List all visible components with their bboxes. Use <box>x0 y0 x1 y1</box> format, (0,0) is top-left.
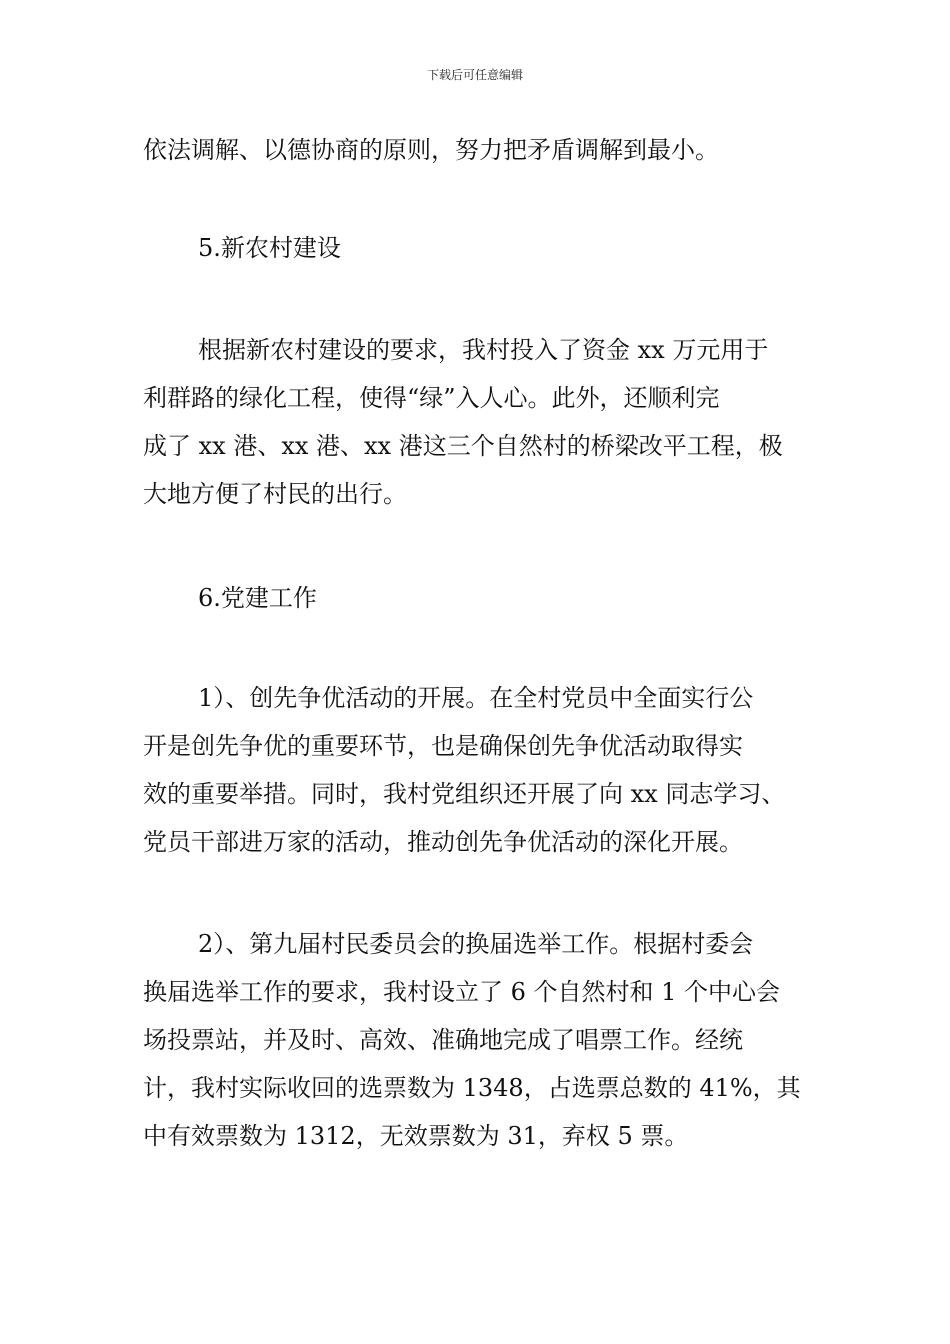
paragraph-line: 效的重要举措。同时，我村党组织还开展了向 xx 同志学习、 <box>143 780 786 808</box>
paragraph-line: 场投票站，并及时、高效、准确地完成了唱票工作。经统 <box>143 1026 743 1054</box>
paragraph-line: 利群路的绿化工程，使得“绿”入人心。此外，还顺利完 <box>143 384 720 412</box>
section-heading-6: 6.党建工作 <box>198 584 317 612</box>
page-header: 下载后可任意编辑 <box>426 68 523 82</box>
paragraph-line: 成了 xx 港、xx 港、xx 港这三个自然村的桥梁改平工程，极 <box>143 432 783 460</box>
paragraph-party-activities <box>143 674 823 866</box>
paragraph-line: 换届选举工作的要求，我村设立了 6 个自然村和 1 个中心会 <box>143 978 781 1006</box>
paragraph-line: 根据新农村建设的要求，我村投入了资金 xx 万元用于 <box>198 336 769 364</box>
paragraph-line: 依法调解、以德协商的原则，努力把矛盾调解到最小。 <box>143 136 719 164</box>
paragraph-line: 计，我村实际收回的选票数为 1348，占选票总数的 41%，其 <box>143 1074 801 1102</box>
paragraph-line: 大地方便了村民的出行。 <box>143 480 407 508</box>
paragraph-continuation <box>143 126 823 174</box>
paragraph-line: 中有效票数为 1312，无效票数为 31，弃权 5 票。 <box>143 1122 689 1150</box>
paragraph-election <box>143 920 823 1160</box>
paragraph-line: 开是创先争优的重要环节，也是确保创先争优活动取得实 <box>143 732 743 760</box>
paragraph-new-countryside <box>143 326 823 518</box>
paragraph-line: 2）、第九届村民委员会的换届选举工作。根据村委会 <box>198 930 754 958</box>
section-heading-5: 5.新农村建设 <box>198 234 341 262</box>
paragraph-line: 1）、创先争优活动的开展。在全村党员中全面实行公 <box>198 684 754 712</box>
paragraph-line: 党员干部进万家的活动，推动创先争优活动的深化开展。 <box>143 828 743 856</box>
